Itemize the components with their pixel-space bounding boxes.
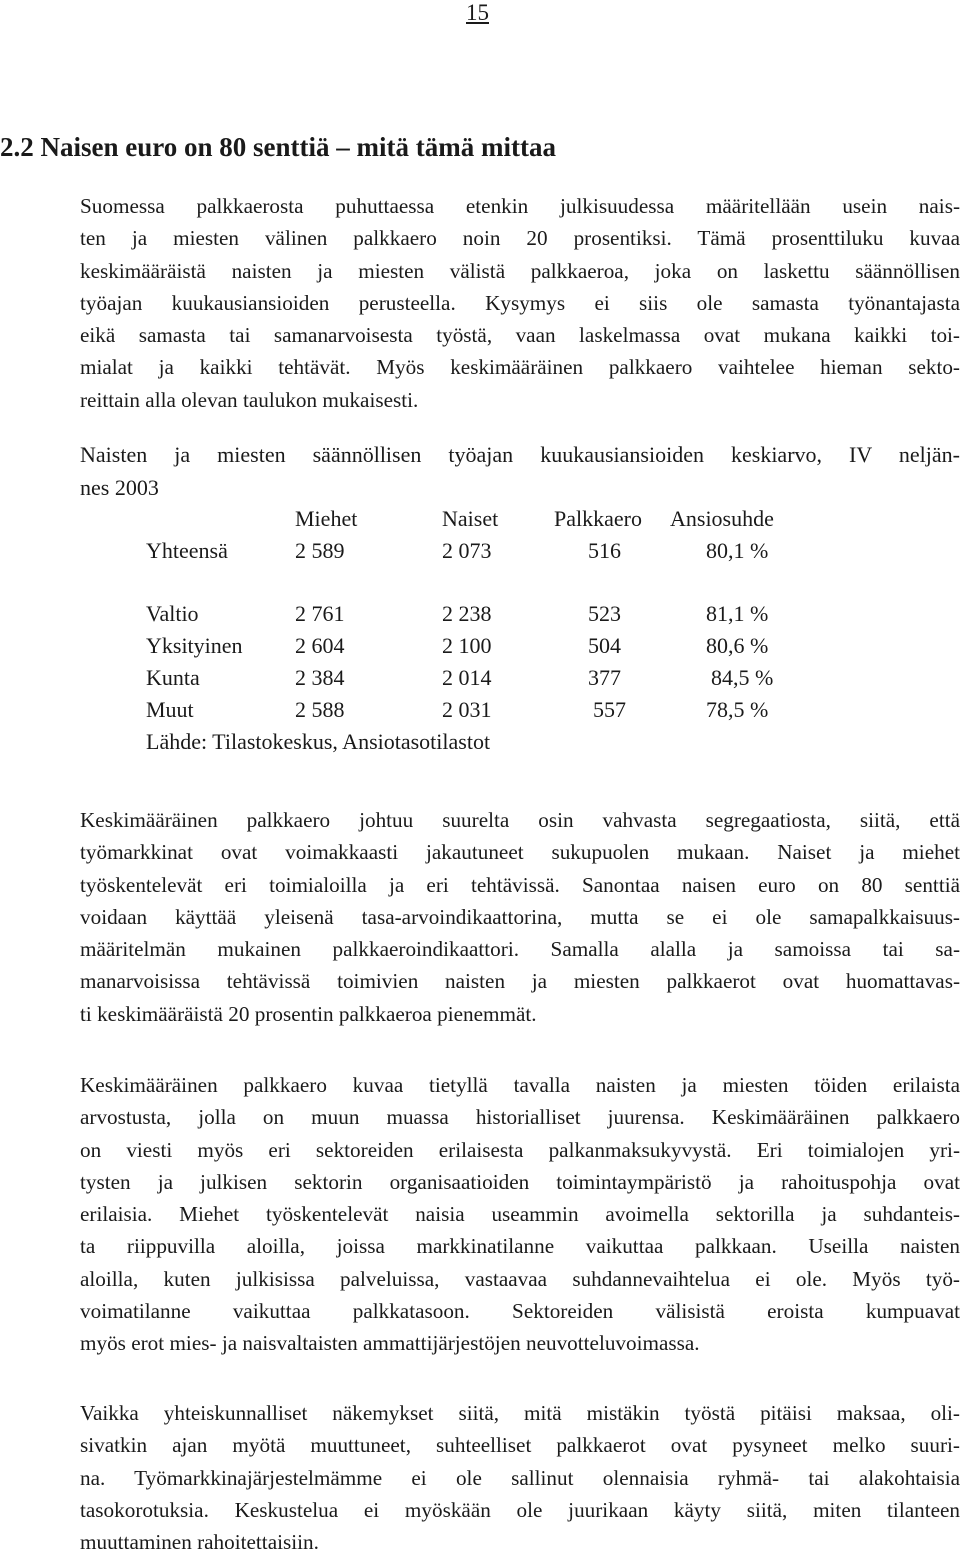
paragraph-2 [80, 804, 960, 1030]
paragraph-line: ti keskimääräistä 20 prosentin palkkaeroa pienemmät. [80, 1001, 537, 1026]
cell-women: 2 100 [442, 633, 492, 658]
cell-women: 2 238 [442, 601, 492, 626]
row-label: Yhteensä [146, 538, 228, 563]
cell-women: 2 031 [442, 697, 492, 722]
cell-men: 2 604 [295, 633, 345, 658]
header-ratio: Ansiosuhde [670, 506, 774, 531]
cell-women: 2 073 [442, 538, 492, 563]
intro-paragraph [80, 190, 960, 416]
cell-ratio: 78,5 % [706, 697, 769, 722]
paragraph-line: mialat ja kaikki tehtävät. Myös keskimääräinen palkkaero vaihtelee hieman sekto- [80, 355, 960, 380]
cell-ratio: 80,1 % [706, 538, 769, 563]
row-label: Kunta [146, 665, 200, 690]
paragraph-line: ta riippuvilla aloilla, joissa markkinatilanne vaikuttaa palkkaan. Useilla naisten [80, 1234, 960, 1259]
paragraph-line: reittain alla olevan taulukon mukaisesti. [80, 387, 419, 412]
paragraph-line: Keskimääräinen palkkaero kuvaa tietyllä tavalla naisten ja miesten töiden erilaista [80, 1073, 960, 1097]
paragraph-line: myös erot mies- ja naisvaltaisten ammattijärjestöjen neuvotteluvoimassa. [80, 1331, 700, 1356]
paragraph-line: on viesti myös eri sektoreiden erilaisesta palkanmaksukyvystä. Eri toimialojen yri- [80, 1137, 960, 1162]
caption-line: Naisten ja miesten säännöllisen työajan kuukausiansioiden keskiarvo, IV neljän- [80, 442, 960, 467]
paragraph-line: arvostusta, jolla on muun muassa historialliset juurensa. Keskimääräinen palkkaero [80, 1105, 960, 1130]
cell-gap: 516 [588, 538, 621, 563]
paragraph-4 [80, 1397, 960, 1558]
paragraph-line: na. Työmarkkinajärjestelmämme ei ole sallinut olennaisia ryhmä- tai alakohtaisia [80, 1465, 960, 1490]
paragraph-line: määritelmän mukainen palkkaeroindikaattori. Samalla alalla ja samoissa tai sa- [80, 937, 960, 962]
cell-gap: 557 [593, 697, 626, 722]
paragraph-line: erilaisia. Miehet työskentelevät naisia useammin avoimella sektorilla ja suhdanteis- [80, 1202, 960, 1227]
cell-gap: 504 [588, 633, 621, 658]
header-gap: Palkkaero [554, 506, 642, 531]
cell-men: 2 588 [295, 697, 345, 722]
cell-ratio: 80,6 % [706, 633, 769, 658]
cell-women: 2 014 [442, 665, 492, 690]
header-women: Naiset [442, 506, 499, 531]
paragraph-line: työmarkkinat ovat voimakkaasti jakautuneet sukupuolen mukaan. Naiset ja miehet [80, 840, 960, 865]
paragraph-line: tysten ja julkisen sektorin organisaatioiden toimintaympäristö ja rahoituspohja ovat [80, 1169, 960, 1194]
table-caption [80, 438, 960, 504]
section-title: 2.2 Naisen euro on 80 senttiä – mitä tämä mittaa [0, 132, 556, 162]
paragraph-line: manarvoisissa tehtävissä toimivien naisten ja miesten palkkaerot ovat huomattavas- [80, 969, 960, 994]
table-source: Lähde: Tilastokeskus, Ansiotasotilastot [146, 729, 491, 754]
paragraph-line: aloilla, kuten julkisissa palveluissa, vastaavaa suhdannevaihtelua ei ole. Myös työ- [80, 1266, 960, 1291]
paragraph-line: Keskimääräinen palkkaero johtuu suurelta osin vahvasta segregaatiosta, siitä, että [80, 808, 960, 832]
page-number: 15 [466, 0, 489, 25]
paragraph-line: tasokorotuksia. Keskustelua ei myöskään ole juurikaan käyty siitä, miten tilanteen [80, 1497, 960, 1522]
row-label: Muut [146, 697, 194, 722]
row-label: Valtio [146, 601, 199, 626]
cell-men: 2 761 [295, 601, 345, 626]
row-label: Yksityinen [146, 633, 243, 658]
paragraph-line: voimatilanne vaikuttaa palkkatasoon. Sektoreiden välisistä eroista kumpuavat [80, 1299, 960, 1324]
paragraph-line: työskentelevät eri toimialoilla ja eri tehtävissä. Sanontaa naisen euro on 80 senttiä [80, 872, 960, 897]
paragraph-line: muuttaminen rahoitettaisiin. [80, 1530, 319, 1555]
paragraph-line: keskimääräistä naisten ja miesten välistä palkkaeroa, joka on laskettu säännöllisen [80, 258, 960, 283]
cell-gap: 523 [588, 601, 621, 626]
cell-men: 2 384 [295, 665, 345, 690]
paragraph-line: Vaikka yhteiskunnalliset näkemykset siitä, mitä mistäkin työstä pitäisi maksaa, oli- [80, 1401, 960, 1425]
caption-line: nes 2003 [80, 475, 159, 500]
cell-ratio: 81,1 % [706, 601, 769, 626]
header-men: Miehet [295, 506, 358, 531]
cell-men: 2 589 [295, 538, 345, 563]
paragraph-line: Suomessa palkkaerosta puhuttaessa etenkin julkisuudessa määritellään usein nais- [80, 194, 960, 218]
paragraph-line: voidaan käyttää yleisenä tasa-arvoindikaattorina, mutta se ei ole samapalkkaisuus- [80, 904, 960, 929]
paragraph-line: työajan kuukausiansioiden perusteella. Kysymys ei siis ole samasta työnantajasta [80, 290, 960, 315]
paragraph-line: ten ja miesten välinen palkkaero noin 20 prosentiksi. Tämä prosenttiluku kuvaa [80, 226, 960, 251]
paragraph-line: sivatkin ajan myötä muuttuneet, suhteelliset palkkaerot ovat pysyneet melko suuri- [80, 1433, 960, 1458]
cell-gap: 377 [588, 665, 621, 690]
paragraph-line: eikä samasta tai samanarvoisesta työstä, vaan laskelmassa ovat mukana kaikki toi- [80, 323, 960, 348]
cell-ratio: 84,5 % [711, 665, 774, 690]
paragraph-3 [80, 1069, 960, 1360]
